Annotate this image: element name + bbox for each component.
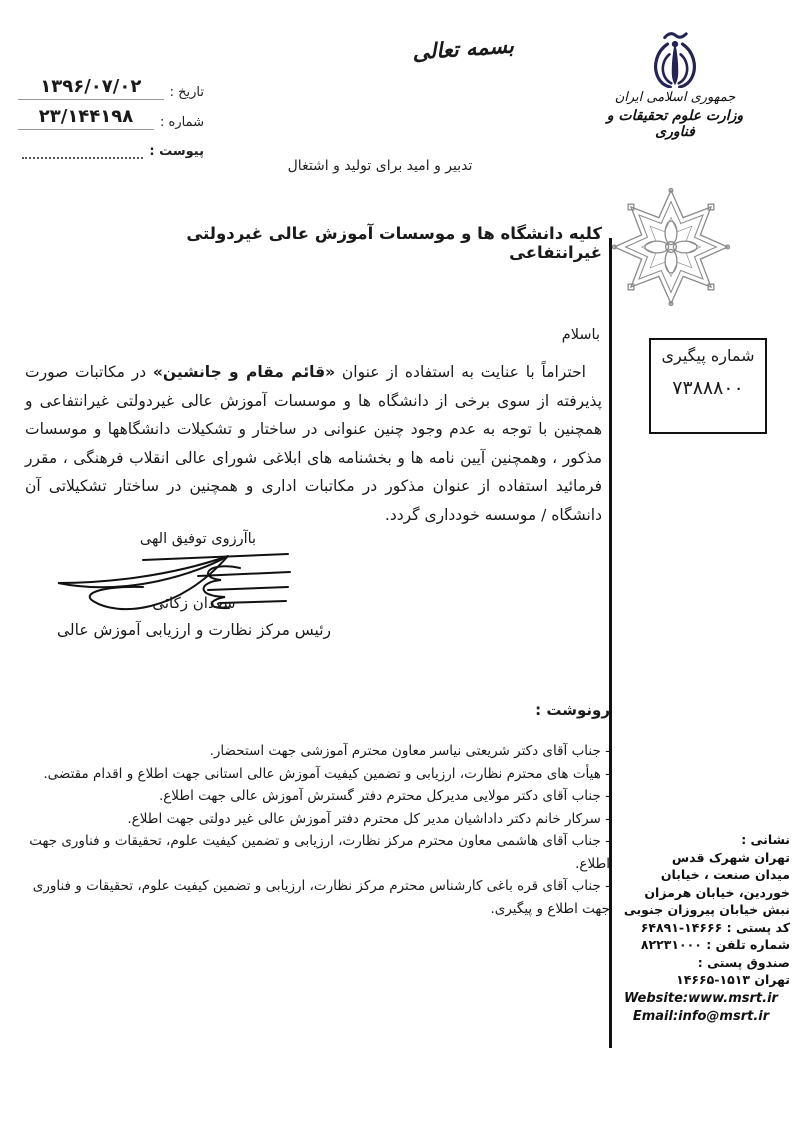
tracking-number-value: ۷۳۸۸۸۰۰ <box>672 377 744 399</box>
signatory-name: سعدان زکائی <box>152 594 236 612</box>
email-line: Email:info@msrt.ir <box>632 1009 770 1024</box>
cc-item: - جناب آقای دکتر شریعتی نیاسر معاون محترم آموزشی جهت استحضار. <box>209 743 610 759</box>
closing-phrase: باآرزوی توفیق الهی <box>139 531 257 547</box>
bismillah-calligraphy: بسمه تعالی <box>411 32 515 65</box>
body-text-before-bold: احتراماً با عنایت به استفاده از عنوان <box>335 363 586 381</box>
letter-number-row <box>18 106 204 130</box>
cc-list <box>25 740 610 920</box>
letter-number-label: شماره : <box>160 115 204 130</box>
po-box-label-line: صندوق پستی : <box>697 954 790 970</box>
salutation: باسلام <box>561 327 600 343</box>
signatory-title: رئیس مرکز نظارت و ارزیابی آموزش عالی <box>56 621 332 639</box>
website-line: Website:www.msrt.ir <box>624 990 778 1006</box>
address-line: میدان صنعت ، خیابان <box>660 867 790 882</box>
tracking-number-box <box>649 338 767 434</box>
body-text-bold-phrase: «قائم مقام و جانشین» <box>152 363 336 381</box>
address-line: خوردین، خیابان هرمزان <box>644 884 790 900</box>
address-line: نشانی : <box>741 832 790 847</box>
address-line: تهران شهرک قدس <box>671 849 790 865</box>
header-slogan: تدبیر و امید برای تولید و اشتغال <box>287 158 473 174</box>
tracking-number-label: شماره پیگیری <box>661 346 755 365</box>
po-box-number-line: تهران ۱۵۱۳-۱۴۶۶۵ <box>676 972 790 987</box>
address-line: نبش خیابان پیروزان جنوبی <box>623 902 790 917</box>
date-value: ۱۳۹۶/۰۷/۰۲ <box>18 76 164 100</box>
attachment-label: پیوست : <box>149 144 204 159</box>
recipient-heading: کلیه دانشگاه ها و موسسات آموزش عالی غیردولتی غیرانتفاعی <box>186 224 602 262</box>
attachment-row <box>18 144 204 159</box>
cc-label: رونوشت : <box>535 701 610 719</box>
emblem-caption-republic: جمهوری اسلامی ایران <box>614 90 736 105</box>
body-paragraph <box>25 358 602 529</box>
iran-national-emblem-icon <box>647 30 703 88</box>
letter-number-value: ۲۳/۱۴۴۱۹۸ <box>18 106 154 130</box>
cc-item: - جناب آقای قره باغی کارشناس محترم مرکز نظارت، ارزیابی و تضمین کیفیت علوم، تحقیقات و فناوری جهت اطلاع و پیگیری. <box>32 878 610 917</box>
emblem-caption-ministry: وزارت علوم تحقیقات و فناوری <box>606 108 744 140</box>
date-label: تاریخ : <box>169 85 204 100</box>
letter-meta-block <box>18 76 204 165</box>
postal-code-line: کد پستی : ۱۴۶۶۶-۶۴۸۹۱ <box>640 919 790 935</box>
attachment-blank-line <box>22 145 143 159</box>
cc-item: - سرکار خانم دکتر داداشیان مدیر کل محترم دفتر آموزش عالی غیر دولتی جهت اطلاع. <box>127 810 610 827</box>
footer-address-block <box>612 831 790 1026</box>
body-text-after-bold: در مکاتبات صورت پذیرفته از سوی برخی از دانشگاه ها و موسسات آموزش عالی غیردولتی غیرانتفاعی و همچنین با توجه به عدم وجود چنین عنوانی در ساختار و تشکیلات دانشگاهها و موسسات مذکور ، وهمچنین آیین نامه ها و بخشنامه های ابلاغی شورای عالی انقلاب فرهنگی ، مقرر فرمائید استفاده از عنوان مذکور در مکاتبات اداری و همچنین در ساختار تشکیلاتی آن دانشگاه / موسسه خودداری گردد. <box>25 363 602 524</box>
ministry-header-block <box>585 30 765 140</box>
ornament-star-icon <box>612 179 730 315</box>
signature-scribble-icon <box>48 541 298 626</box>
date-row <box>18 76 204 100</box>
phone-line: شماره تلفن : ۸۲۲۳۱۰۰۰ <box>640 937 790 952</box>
cc-item: - هیأت های محترم نظارت، ارزیابی و تضمین کیفیت آموزش عالی استانی جهت اطلاع و اقدام مقتضی. <box>43 765 610 782</box>
cc-item: - جناب آقای دکتر مولایی مدیرکل محترم دفتر گسترش آموزش عالی جهت اطلاع. <box>158 788 610 804</box>
cc-item: - جناب آقای هاشمی معاون محترم مرکز نظارت، ارزیابی و تضمین کیفیت علوم، تحقیقات و فناوری جهت اطلاع. <box>29 833 610 872</box>
